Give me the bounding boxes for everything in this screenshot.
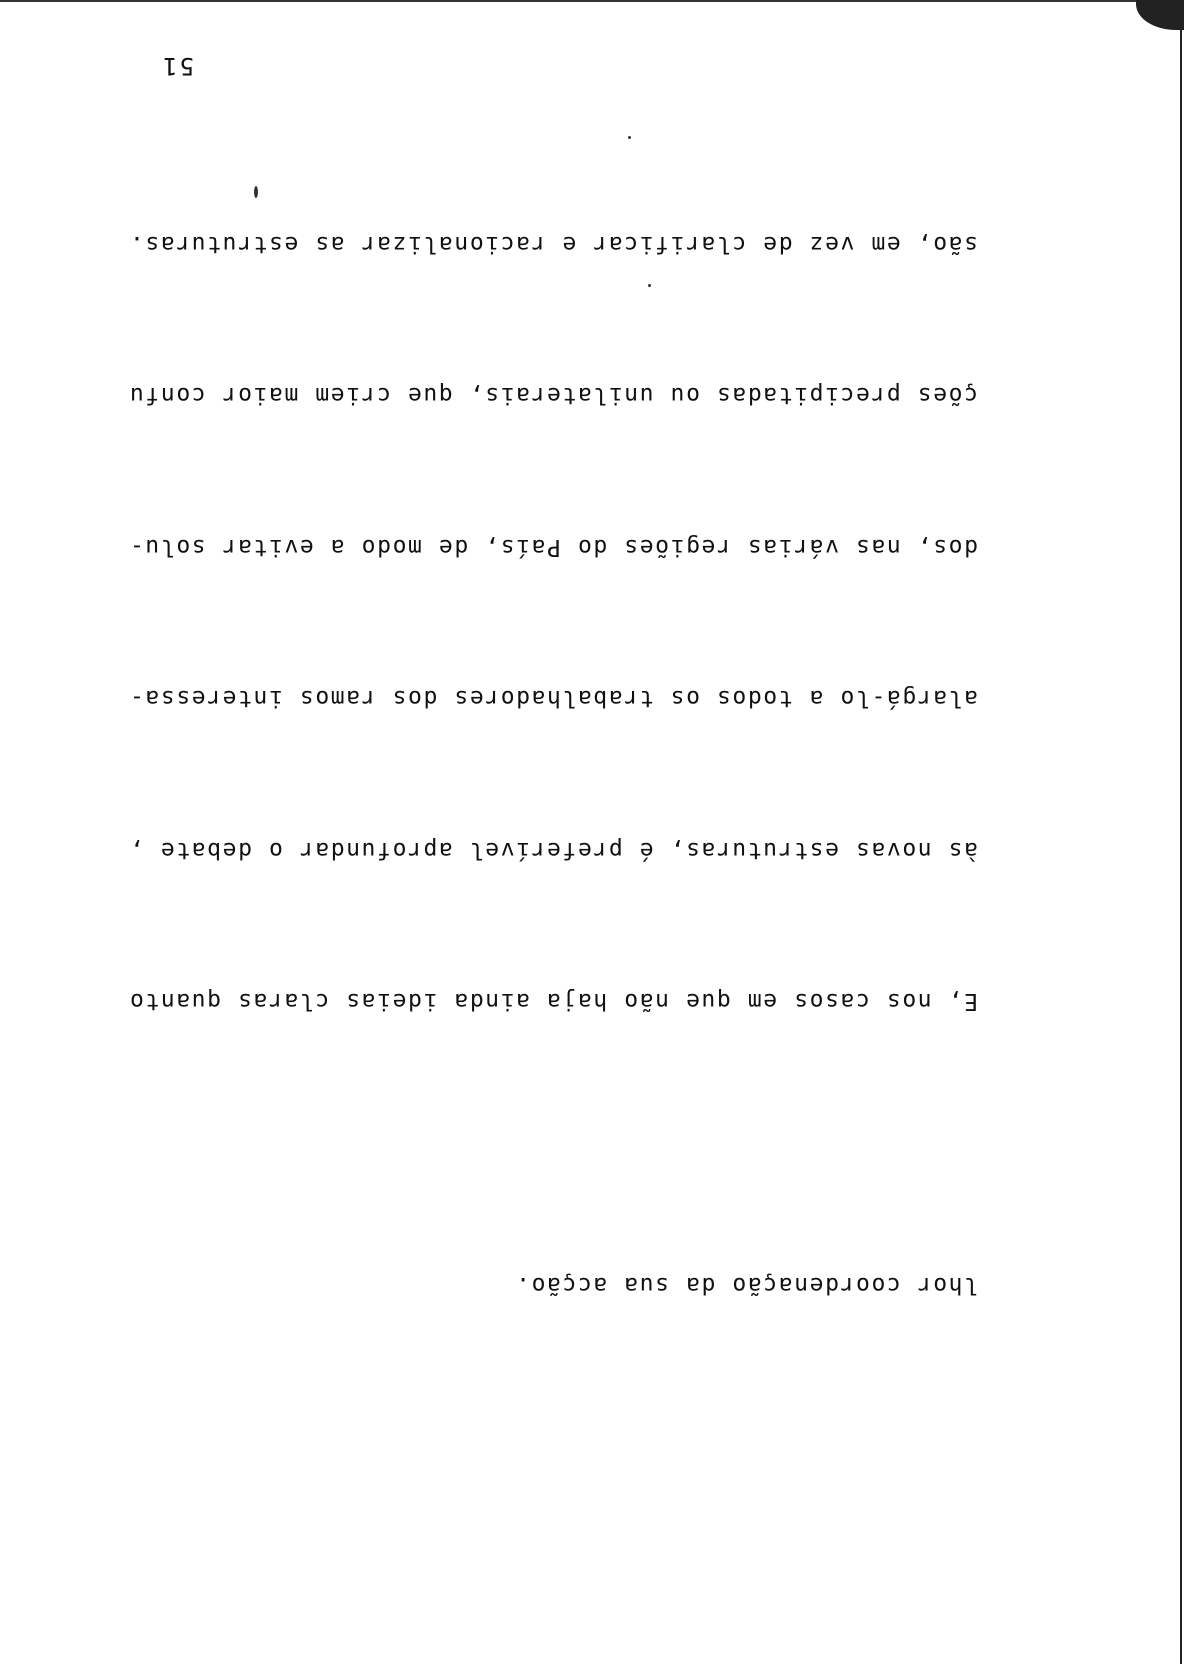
paragraph-gap <box>28 87 978 118</box>
text-line: lhor coordenação da sua acção. <box>514 1272 978 1298</box>
paragraph-gap <box>28 1128 978 1159</box>
text-line: alargá-lo a todos os trabalhadores dos ramos interessa- <box>128 685 978 712</box>
text-line: dos, nas várias regiões do País, de modo a evitar solu- <box>128 534 978 560</box>
page-number: 51 <box>161 52 194 80</box>
text-line: ções precipitadas ou unilaterais, que criem maior confu <box>128 382 978 409</box>
text-line: E, nos casos em que não haja ainda ideias claras quanto <box>128 988 978 1015</box>
text-line: são, em vez de clarificar e racionalizar as estruturas. <box>128 231 978 257</box>
body-text <box>28 0 978 1411</box>
text-line: às novas estruturas, é preferível aprofundar o debate , <box>128 837 978 863</box>
